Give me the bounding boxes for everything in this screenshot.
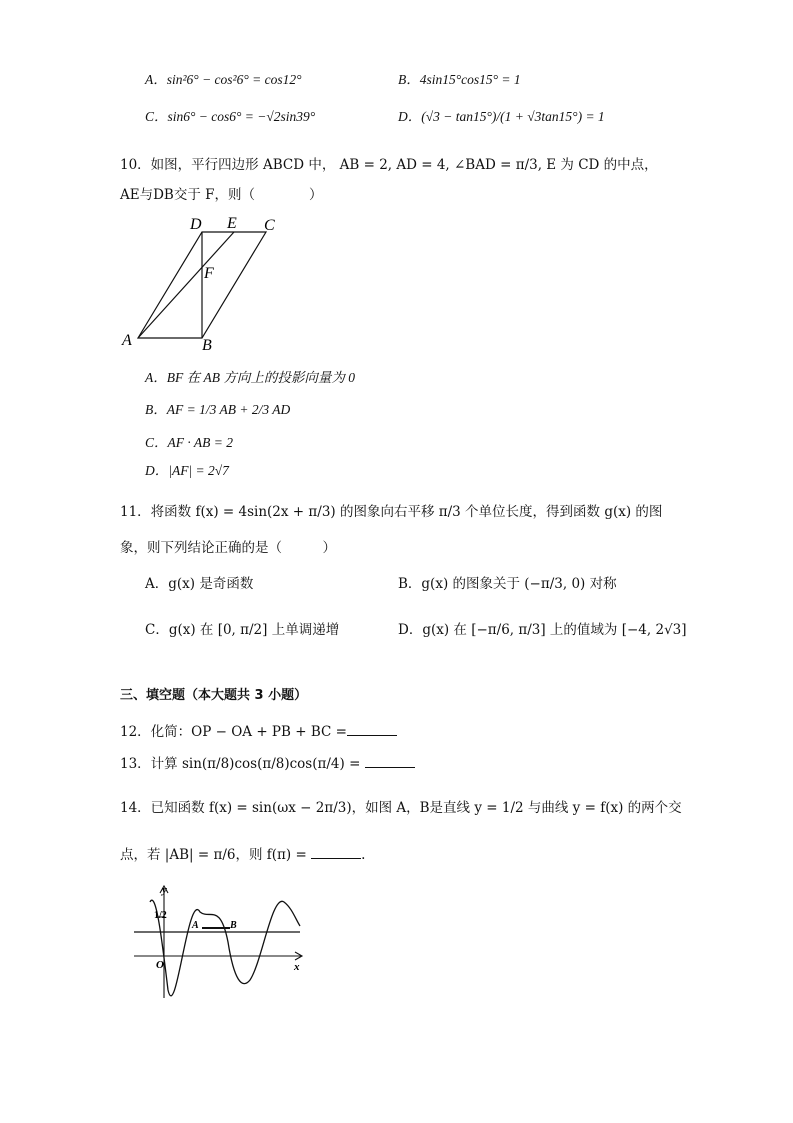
- q14-text: 点，若 |AB| = π/6，则 f(π) =: [120, 847, 307, 863]
- graph-label-b: B: [230, 920, 237, 931]
- q12-line: [120, 720, 397, 740]
- graph-label-y: y: [162, 884, 167, 896]
- q10-option-c: C．AF · AB = 2: [145, 435, 233, 450]
- q10-stem-line2: AE与DB交于 F，则（ ）: [120, 187, 323, 203]
- label-f: F: [204, 265, 214, 282]
- q9-option-c: C．sin6° − cos6° = −√2sin39°: [145, 109, 316, 124]
- q13-answer-blank[interactable]: [365, 753, 415, 768]
- q10-option-a: A．BF 在 AB 方向上的投影向量为 0: [145, 370, 355, 385]
- label-e: E: [227, 215, 237, 232]
- section-title: 三、填空题（本大题共 3 小题）: [120, 688, 308, 703]
- q10-stem-line1: 10．如图，平行四边形 ABCD 中， AB = 2, AD = 4, ∠BAD = π/3, E 为 CD 的中点，: [120, 157, 658, 173]
- parallelogram-figure: [118, 210, 288, 355]
- graph-label-o: O: [156, 959, 164, 971]
- q11-stem-line2: 象，则下列结论正确的是（ ）: [120, 540, 336, 556]
- q10-option-d: D．|AF| = 2√7: [145, 463, 229, 478]
- sine-curve: [150, 900, 300, 996]
- q14-period: .: [361, 847, 366, 863]
- graph-label-half: 1/2: [154, 910, 167, 921]
- q14-answer-blank[interactable]: [311, 844, 361, 859]
- q11-option-c: C．g(x) 在 [0, π/2] 上单调递增: [145, 622, 340, 638]
- q13-text: 13．计算 sin(π/8)cos(π/8)cos(π/4) =: [120, 756, 361, 772]
- q12-answer-blank[interactable]: [347, 721, 397, 736]
- q14-stem-line2: [120, 843, 365, 863]
- sine-graph-figure: [128, 880, 308, 1005]
- q11-option-a: A．g(x) 是奇函数: [145, 576, 254, 592]
- label-c: C: [264, 217, 275, 234]
- label-d: D: [190, 216, 202, 233]
- segment-ae: [138, 232, 234, 338]
- q11-stem-line1: 11．将函数 f(x) = 4sin(2x + π/3) 的图象向右平移 π/3 个单位长度，得到函数 g(x) 的图: [120, 504, 663, 520]
- q12-text: 12．化简：OP − OA + PB + BC =: [120, 724, 347, 740]
- q14-stem-line1: 14．已知函数 f(x) = sin(ωx − 2π/3)，如图 A，B是直线 y = 1/2 与曲线 y = f(x) 的两个交: [120, 800, 682, 816]
- q11-option-d: D．g(x) 在 [−π/6, π/3] 上的值域为 [−4, 2√3]: [398, 622, 687, 638]
- graph-label-x: x: [294, 961, 300, 973]
- q11-option-b: B．g(x) 的图象关于 (−π/3, 0) 对称: [398, 576, 617, 592]
- label-b: B: [202, 337, 212, 354]
- q10-option-b: B．AF = 1/3 AB + 2/3 AD: [145, 402, 291, 417]
- label-a: A: [122, 332, 132, 349]
- q9-option-a: A．sin²6° − cos²6° = cos12°: [145, 72, 302, 87]
- q9-option-b: B．4sin15°cos15° = 1: [398, 72, 521, 87]
- graph-label-a: A: [192, 920, 199, 931]
- q9-option-d: D．(√3 − tan15°)/(1 + √3tan15°) = 1: [398, 109, 605, 124]
- q13-line: [120, 752, 415, 772]
